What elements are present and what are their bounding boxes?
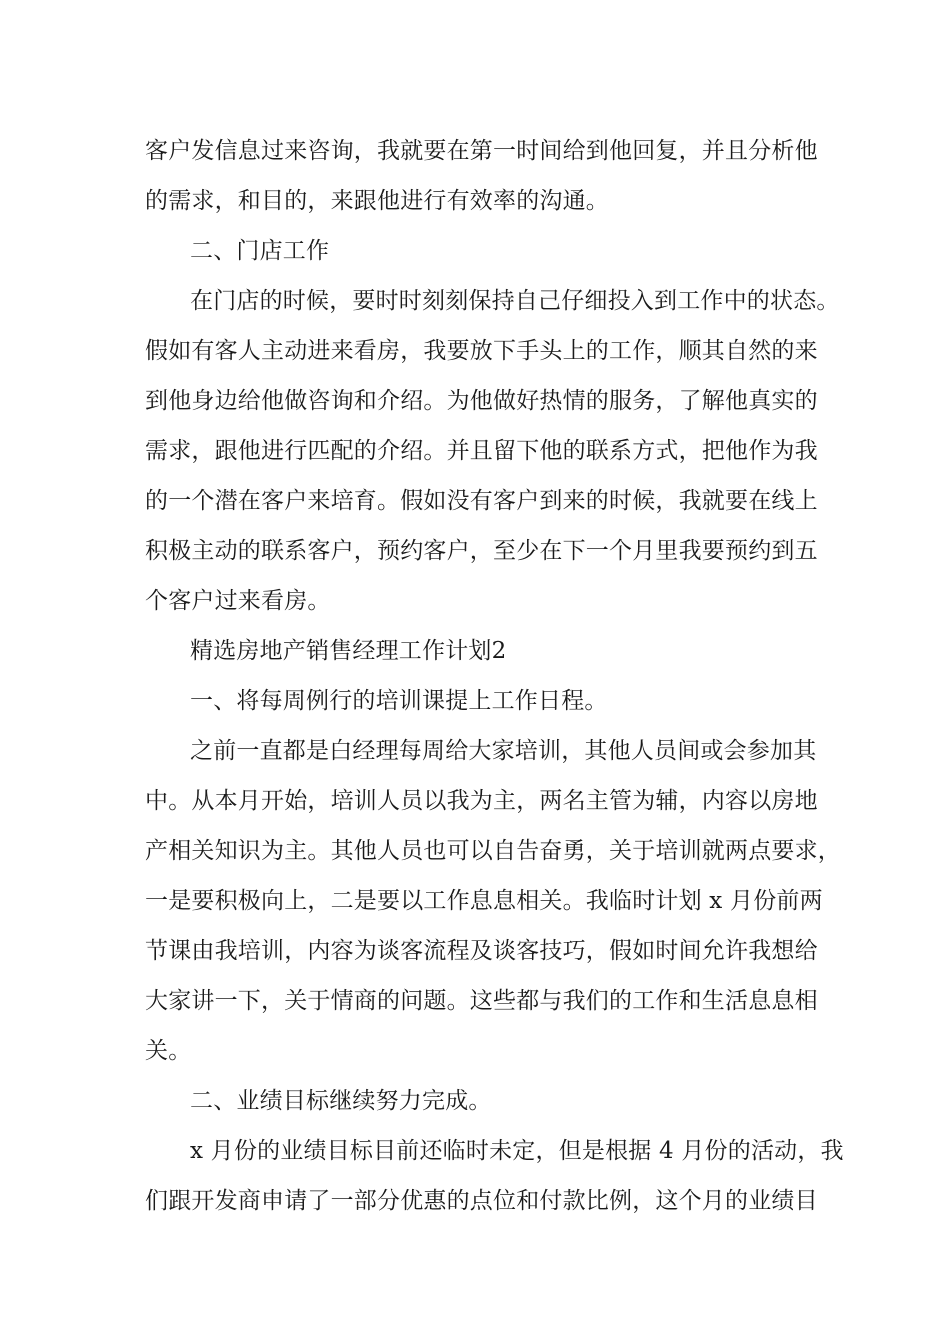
section-heading: 二、门店工作 bbox=[190, 238, 330, 264]
section-heading: 二、业绩目标继续努力完成。 bbox=[190, 1088, 492, 1114]
text-line: 到他身边给他做咨询和介绍。为他做好热情的服务，了解他真实的 bbox=[145, 388, 818, 414]
text-line: 假如有客人主动进来看房，我要放下手头上的工作，顺其自然的来 bbox=[145, 338, 818, 364]
text-line: 产相关知识为主。其他人员也可以自告奋勇，关于培训就两点要求， bbox=[145, 838, 841, 864]
text-line: 在门店的时候，要时时刻刻保持自己仔细投入到工作中的状态。 bbox=[190, 288, 840, 314]
text-line: 大家讲一下，关于情商的问题。这些都与我们的工作和生活息息相 bbox=[145, 988, 818, 1014]
text-line: 中。从本月开始，培训人员以我为主，两名主管为辅，内容以房地 bbox=[145, 788, 818, 814]
text-line: 之前一直都是白经理每周给大家培训，其他人员间或会参加其 bbox=[190, 738, 817, 764]
text-line: 节课由我培训，内容为谈客流程及谈客技巧，假如时间允许我想给 bbox=[145, 938, 818, 964]
text-line: 客户发信息过来咨询，我就要在第一时间给到他回复，并且分析他 bbox=[145, 138, 818, 164]
text-line: 的需求，和目的，来跟他进行有效率的沟通。 bbox=[145, 188, 609, 214]
text-line: 们跟开发商申请了一部分优惠的点位和付款比例，这个月的业绩目 bbox=[145, 1188, 818, 1214]
text-line: 关。 bbox=[145, 1038, 192, 1064]
text-line: 个客户过来看房。 bbox=[145, 588, 331, 614]
text-line: 需求，跟他进行匹配的介绍。并且留下他的联系方式，把他作为我 bbox=[145, 438, 818, 464]
text-line: 积极主动的联系客户，预约客户，至少在下一个月里我要预约到五 bbox=[145, 538, 818, 564]
text-line: x 月份的业绩目标目前还临时未定，但是根据 4 月份的活动，我 bbox=[190, 1138, 844, 1164]
text-line: 的一个潜在客户来培育。假如没有客户到来的时候，我就要在线上 bbox=[145, 488, 818, 514]
document-subtitle: 精选房地产销售经理工作计划2 bbox=[190, 638, 507, 664]
section-heading: 一、将每周例行的培训课提上工作日程。 bbox=[190, 688, 608, 714]
text-line: 一是要积极向上，二是要以工作息息相关。我临时计划 x 月份前两 bbox=[145, 888, 823, 914]
